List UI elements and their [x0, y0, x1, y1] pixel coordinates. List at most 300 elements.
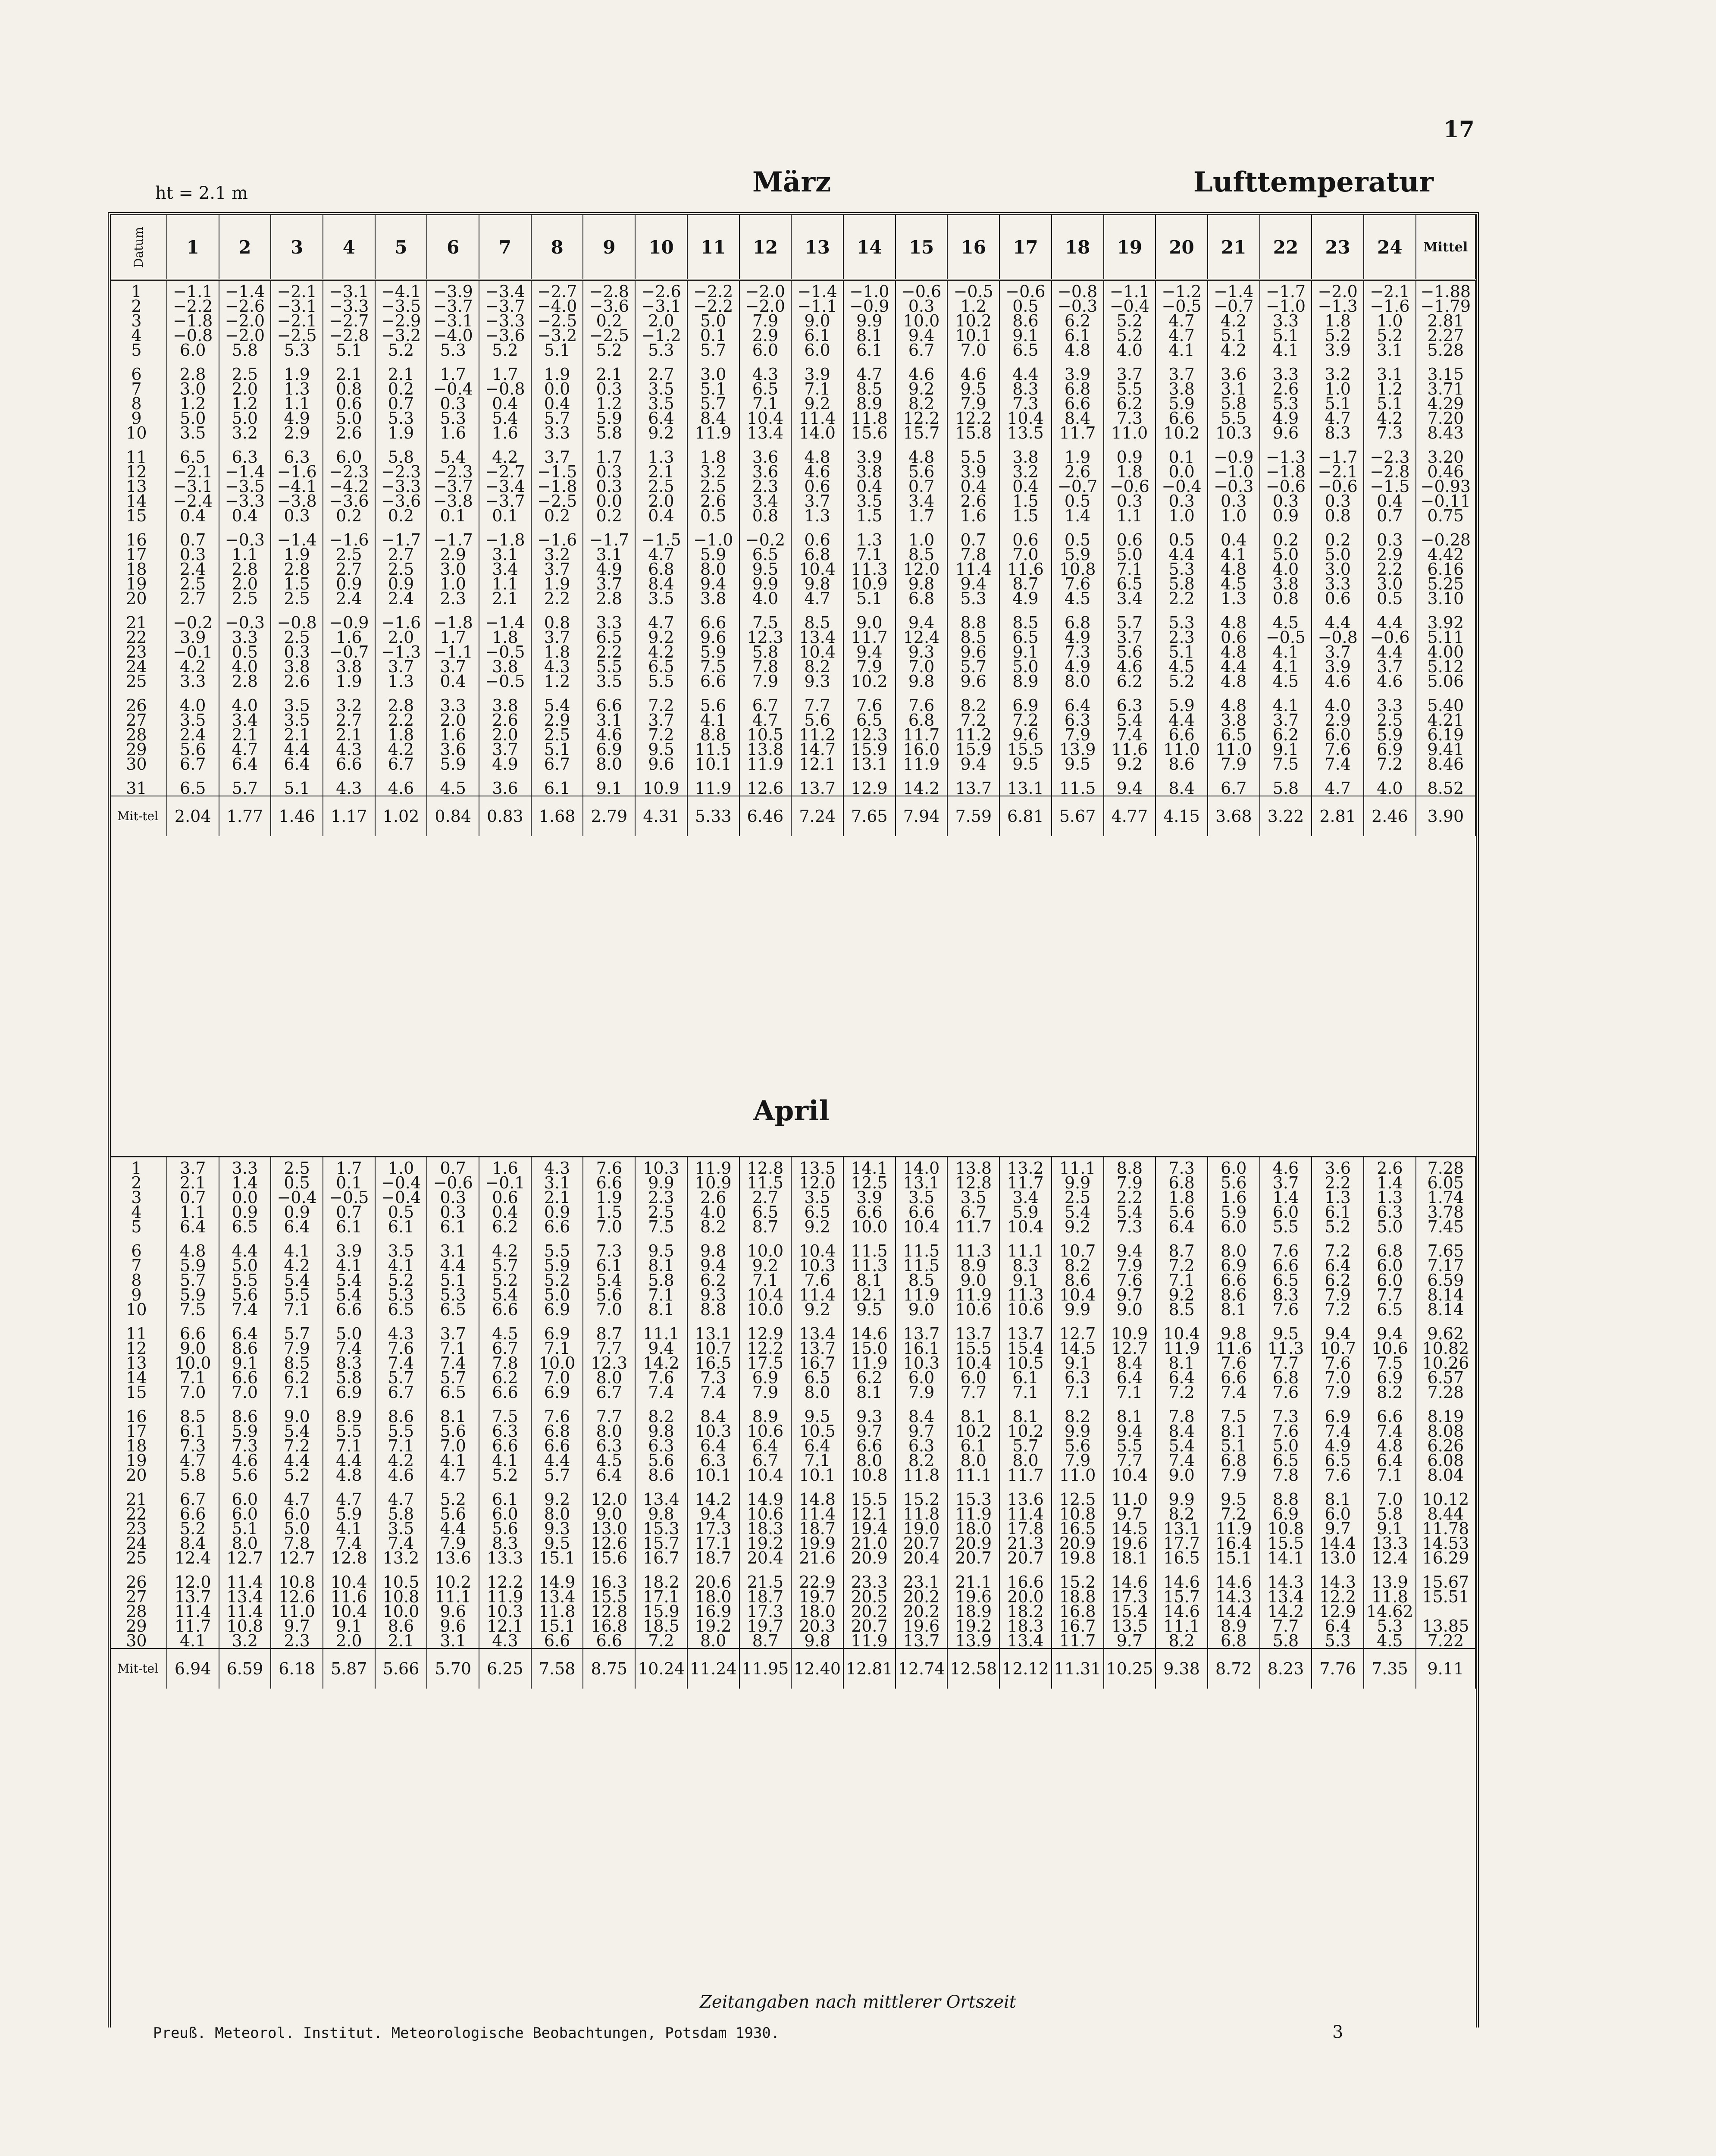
temp-cell: 13.3	[1364, 1536, 1416, 1551]
temp-cell: 0.4	[167, 508, 219, 523]
temp-cell: 1.7	[427, 367, 479, 382]
temp-cell: 18.3	[739, 1521, 792, 1536]
day-cell: 8	[111, 396, 167, 411]
temp-cell: 5.4	[583, 1273, 635, 1288]
temp-cell: 5.2	[479, 1468, 531, 1482]
temp-cell: 1.1	[271, 396, 323, 411]
temp-cell: 7.6	[1312, 742, 1364, 757]
temp-cell: 7.7	[1104, 1453, 1156, 1468]
temp-cell: 4.0	[167, 698, 219, 713]
temp-cell: 6.8	[1052, 615, 1104, 630]
temp-cell: 0.8	[1260, 591, 1312, 606]
mean-cell: 12.81	[843, 1648, 896, 1689]
temp-cell: 2.7	[323, 562, 375, 577]
temp-cell: 13.6	[427, 1551, 479, 1565]
daily-mean-cell: 2.81	[1416, 313, 1475, 328]
temp-cell: 8.1	[1104, 1409, 1156, 1424]
temp-cell: 6.0	[1260, 1205, 1312, 1219]
header-hour: 10	[635, 215, 687, 280]
temp-cell: 5.3	[427, 1288, 479, 1302]
temp-cell: 4.8	[1208, 615, 1260, 630]
temp-cell: 10.9	[635, 781, 687, 796]
temp-cell: 6.6	[843, 1205, 896, 1219]
temp-cell: 6.4	[1155, 1370, 1208, 1385]
spacer-cell	[687, 440, 739, 450]
temp-cell: 7.5	[1260, 757, 1312, 771]
temp-cell: 6.6	[531, 1219, 583, 1234]
header-hour: 9	[583, 215, 635, 280]
temp-cell: 14.7	[791, 742, 843, 757]
temp-cell: 18.0	[687, 1589, 739, 1604]
temp-cell: 11.1	[999, 1244, 1052, 1258]
daily-mean-cell: 7.17	[1416, 1258, 1475, 1273]
temp-cell: 4.6	[1312, 674, 1364, 689]
temp-cell: 11.5	[843, 1244, 896, 1258]
day-cell: 23	[111, 645, 167, 659]
temp-cell: 4.8	[1208, 645, 1260, 659]
temp-cell: 4.1	[1208, 547, 1260, 562]
mean-cell: 7.76	[1312, 1648, 1364, 1689]
temp-cell: 4.7	[1155, 313, 1208, 328]
temp-cell: 2.0	[375, 630, 427, 645]
daily-mean-cell: 8.43	[1416, 426, 1475, 440]
temp-cell: 8.5	[843, 382, 896, 396]
temp-cell: 6.7	[167, 1492, 219, 1507]
table-row	[111, 1492, 1475, 1507]
temp-cell: 7.6	[1260, 1424, 1312, 1438]
temp-cell: 8.0	[583, 1370, 635, 1385]
temp-cell: 2.7	[739, 1190, 792, 1205]
table-row	[111, 1468, 1475, 1482]
temp-cell: 7.3	[1104, 1219, 1156, 1234]
spacer-cell	[1416, 689, 1475, 698]
day-cell: 1	[111, 280, 167, 299]
temp-cell: 5.0	[323, 411, 375, 426]
temp-cell: 11.3	[843, 562, 896, 577]
temp-cell: −0.9	[1208, 450, 1260, 464]
temp-cell: 7.9	[739, 1385, 792, 1400]
temp-cell: 1.0	[1312, 382, 1364, 396]
temp-cell: 1.2	[947, 299, 999, 313]
temp-cell: 1.0	[1208, 508, 1260, 523]
temp-cell: 0.3	[1155, 494, 1208, 508]
temp-cell: 13.4	[1260, 1589, 1312, 1604]
spacer-cell	[111, 523, 167, 533]
spacer-cell	[1052, 523, 1104, 533]
temp-cell: 13.8	[947, 1157, 999, 1176]
temp-cell: 1.6	[1208, 1190, 1260, 1205]
spacer-cell	[791, 440, 843, 450]
spacer-cell	[531, 771, 583, 781]
temp-cell: 3.7	[167, 1157, 219, 1176]
temp-cell: 7.9	[947, 396, 999, 411]
temp-cell: 4.7	[635, 615, 687, 630]
temp-cell: 2.0	[635, 313, 687, 328]
spacer-cell	[427, 689, 479, 698]
temp-cell: 12.0	[167, 1575, 219, 1589]
temp-cell: 11.2	[791, 727, 843, 742]
temp-cell: −2.7	[323, 313, 375, 328]
temp-cell: 2.8	[219, 674, 271, 689]
spacer-cell	[111, 606, 167, 615]
temp-cell: 6.4	[1104, 1370, 1156, 1385]
temp-cell: 0.5	[1155, 533, 1208, 547]
temp-cell: 16.7	[1052, 1619, 1104, 1633]
temp-cell: 0.3	[1260, 494, 1312, 508]
temp-cell: 5.3	[375, 411, 427, 426]
temp-cell: 4.2	[479, 1244, 531, 1258]
temp-cell: 15.2	[1052, 1575, 1104, 1589]
temp-cell: 2.0	[323, 1633, 375, 1648]
temp-cell: 4.4	[427, 1521, 479, 1536]
temp-cell: 2.1	[479, 591, 531, 606]
header-hour: 15	[896, 215, 948, 280]
mean-cell: 3.68	[1208, 796, 1260, 836]
page-number: 17	[1443, 116, 1475, 143]
spacer-cell	[271, 1400, 323, 1409]
temp-cell: 12.2	[947, 411, 999, 426]
temp-cell: 1.6	[427, 426, 479, 440]
temp-cell: 9.7	[896, 1424, 948, 1438]
temp-cell: 8.2	[947, 698, 999, 713]
temp-cell: 5.6	[219, 1468, 271, 1482]
temp-cell: 9.4	[687, 1507, 739, 1521]
temp-cell: 10.4	[947, 1356, 999, 1370]
table-row	[111, 1370, 1475, 1385]
temp-cell: 7.0	[167, 1385, 219, 1400]
temp-cell: −2.1	[1364, 280, 1416, 299]
temp-cell: 9.7	[1104, 1633, 1156, 1648]
temp-cell: 10.4	[1052, 1288, 1104, 1302]
temp-cell: 6.6	[479, 1438, 531, 1453]
temp-cell: 4.7	[843, 367, 896, 382]
temp-cell: 1.3	[843, 533, 896, 547]
temp-cell: 14.6	[1155, 1604, 1208, 1619]
mean-cell: 9.38	[1155, 1648, 1208, 1689]
temp-cell: 7.4	[427, 1356, 479, 1370]
temp-cell: −0.5	[479, 674, 531, 689]
temp-cell: −4.1	[271, 479, 323, 494]
temp-cell: 2.7	[323, 713, 375, 727]
temp-cell: 1.5	[999, 494, 1052, 508]
temp-cell: 11.3	[843, 1258, 896, 1273]
mean-cell: 5.66	[375, 1648, 427, 1689]
temp-cell: 14.6	[1155, 1575, 1208, 1589]
spacer-cell	[531, 606, 583, 615]
temp-cell: 16.3	[583, 1575, 635, 1589]
temp-cell: −3.3	[323, 299, 375, 313]
spacer-cell	[687, 1317, 739, 1326]
temp-cell: 0.5	[271, 1175, 323, 1190]
temp-cell: 11.3	[999, 1288, 1052, 1302]
temp-cell: 12.1	[843, 1507, 896, 1521]
mean-cell: 6.81	[999, 796, 1052, 836]
temp-cell: 2.4	[167, 562, 219, 577]
temp-cell: 9.0	[1155, 1468, 1208, 1482]
table-row	[111, 645, 1475, 659]
temp-cell: −2.3	[427, 464, 479, 479]
header-hour: 24	[1364, 215, 1416, 280]
group-spacer	[111, 1400, 1475, 1409]
temp-cell: 18.9	[947, 1604, 999, 1619]
temp-cell: 1.1	[219, 547, 271, 562]
daily-mean-cell: 3.78	[1416, 1205, 1475, 1219]
temp-cell: 10.7	[1052, 1244, 1104, 1258]
spacer-cell	[1416, 440, 1475, 450]
spacer-cell	[635, 689, 687, 698]
group-spacer	[111, 1317, 1475, 1326]
temp-cell: 16.5	[1155, 1551, 1208, 1565]
temp-cell: 3.1	[1208, 382, 1260, 396]
temp-cell: 3.6	[479, 781, 531, 796]
temp-cell: 10.0	[843, 1219, 896, 1234]
day-cell: 18	[111, 1438, 167, 1453]
temp-cell: 6.3	[1052, 713, 1104, 727]
spacer-cell	[635, 440, 687, 450]
temp-cell: 8.0	[687, 562, 739, 577]
temp-cell: −2.5	[531, 494, 583, 508]
temp-cell: 4.1	[479, 1453, 531, 1468]
spacer-cell	[1104, 357, 1156, 367]
spacer-cell	[167, 1234, 219, 1244]
temp-cell: 5.7	[219, 781, 271, 796]
temp-cell: 5.3	[947, 591, 999, 606]
temp-cell: 9.9	[739, 577, 792, 591]
spacer-cell	[687, 689, 739, 698]
temp-cell: 16.7	[635, 1551, 687, 1565]
header-hour: 8	[531, 215, 583, 280]
temp-cell: 7.4	[219, 1302, 271, 1317]
temp-cell: 0.3	[583, 382, 635, 396]
temp-cell: 9.2	[896, 382, 948, 396]
temp-cell: 6.0	[896, 1370, 948, 1385]
spacer-cell	[479, 606, 531, 615]
temp-cell: 16.1	[896, 1341, 948, 1356]
day-cell: 20	[111, 591, 167, 606]
temp-cell: 4.1	[1260, 659, 1312, 674]
temp-cell: 4.1	[323, 1521, 375, 1536]
spacer-cell	[427, 440, 479, 450]
temp-cell: 20.7	[947, 1551, 999, 1565]
temp-cell: 1.0	[375, 1157, 427, 1176]
temp-cell: 9.6	[635, 757, 687, 771]
mean-cell: 12.74	[896, 1648, 948, 1689]
temp-cell: 6.1	[1052, 328, 1104, 343]
temp-cell: 10.5	[999, 1356, 1052, 1370]
temp-cell: 7.8	[271, 1536, 323, 1551]
temp-cell: 6.6	[843, 1438, 896, 1453]
temp-cell: 3.0	[427, 562, 479, 577]
temp-cell: 6.7	[1208, 781, 1260, 796]
temp-cell: 4.9	[1312, 1438, 1364, 1453]
temp-cell: 5.3	[635, 343, 687, 357]
temp-cell: 8.1	[843, 1385, 896, 1400]
spacer-cell	[323, 523, 375, 533]
temp-cell: 8.3	[1260, 1288, 1312, 1302]
temp-cell: 5.4	[479, 1288, 531, 1302]
temp-cell: 5.9	[1208, 1205, 1260, 1219]
table-row	[111, 1589, 1475, 1604]
temp-cell: 6.3	[271, 450, 323, 464]
spacer-cell	[635, 1317, 687, 1326]
spacer-cell	[1260, 689, 1312, 698]
temp-cell: 5.0	[1260, 547, 1312, 562]
temp-cell: 3.7	[531, 630, 583, 645]
temp-cell: 13.7	[947, 781, 999, 796]
temp-cell: 11.0	[1104, 426, 1156, 440]
temp-cell: 8.9	[1208, 1619, 1260, 1633]
temp-cell: 7.4	[1104, 727, 1156, 742]
temp-cell: 6.0	[271, 1507, 323, 1521]
temp-cell: 5.6	[1104, 645, 1156, 659]
temp-cell: 4.4	[1364, 645, 1416, 659]
temp-cell: −0.9	[323, 615, 375, 630]
table-row	[111, 630, 1475, 645]
temp-cell: 18.8	[1052, 1589, 1104, 1604]
temp-cell: 6.4	[271, 757, 323, 771]
header-datum	[111, 215, 167, 280]
temp-cell: 6.8	[791, 547, 843, 562]
spacer-cell	[1260, 1400, 1312, 1409]
temp-cell: 2.2	[1312, 1175, 1364, 1190]
temp-cell: 7.4	[1155, 1453, 1208, 1468]
temp-cell: 9.6	[947, 645, 999, 659]
temp-cell: 8.5	[999, 615, 1052, 630]
temp-cell: 11.7	[999, 1175, 1052, 1190]
spacer-cell	[167, 689, 219, 698]
temp-cell: 11.9	[739, 757, 792, 771]
temp-cell: 10.4	[791, 645, 843, 659]
spacer-cell	[896, 1317, 948, 1326]
temp-cell: 5.8	[323, 1370, 375, 1385]
temp-cell: 1.0	[1155, 508, 1208, 523]
temp-cell: 10.3	[896, 1356, 948, 1370]
temp-cell: 4.1	[375, 1258, 427, 1273]
table-row	[111, 533, 1475, 547]
temp-cell: 1.9	[1052, 450, 1104, 464]
temp-cell: 4.4	[1155, 713, 1208, 727]
temp-cell: 5.9	[1052, 547, 1104, 562]
temp-cell: 5.8	[583, 426, 635, 440]
temp-cell: 6.4	[1364, 1453, 1416, 1468]
temp-cell: −3.3	[375, 479, 427, 494]
temp-cell: 7.6	[1312, 1468, 1364, 1482]
day-cell: 13	[111, 1356, 167, 1370]
temp-cell: 11.9	[1208, 1521, 1260, 1536]
mean-row	[111, 796, 1475, 836]
temp-cell: 0.4	[479, 396, 531, 411]
temp-cell: 3.3	[583, 615, 635, 630]
temp-cell: 6.3	[479, 1424, 531, 1438]
temp-cell: 5.0	[323, 1326, 375, 1341]
temp-cell: 6.6	[531, 1438, 583, 1453]
temp-cell: 3.5	[896, 1190, 948, 1205]
temp-cell: 6.6	[687, 615, 739, 630]
temp-cell: 7.2	[1312, 1244, 1364, 1258]
spacer-cell	[1104, 523, 1156, 533]
temp-cell: 0.4	[1208, 533, 1260, 547]
temp-cell: −2.6	[635, 280, 687, 299]
day-cell: 17	[111, 547, 167, 562]
spacer-cell	[896, 1565, 948, 1575]
spacer-cell	[687, 606, 739, 615]
temp-cell: 5.6	[1155, 1205, 1208, 1219]
day-cell: 19	[111, 577, 167, 591]
temp-cell: −3.5	[375, 299, 427, 313]
temp-cell: −1.8	[167, 313, 219, 328]
temp-cell: 5.9	[167, 1288, 219, 1302]
temp-cell: 3.9	[791, 367, 843, 382]
temp-cell: 8.5	[896, 1273, 948, 1288]
temp-cell: 11.7	[999, 1468, 1052, 1482]
spacer-cell	[375, 689, 427, 698]
temp-cell: 5.0	[219, 1258, 271, 1273]
spacer-cell	[531, 1400, 583, 1409]
temp-cell: 18.7	[791, 1521, 843, 1536]
temp-cell: 2.1	[375, 367, 427, 382]
temp-cell: 14.8	[791, 1492, 843, 1507]
temp-cell: −0.5	[1155, 299, 1208, 313]
temp-cell: 6.2	[1052, 313, 1104, 328]
temp-cell: 5.5	[583, 659, 635, 674]
temp-cell: 10.8	[1260, 1521, 1312, 1536]
temp-cell: 7.9	[1312, 1288, 1364, 1302]
temp-cell: 7.2	[1155, 1385, 1208, 1400]
mean-cell: 2.46	[1364, 796, 1416, 836]
temp-cell: 8.1	[1312, 1492, 1364, 1507]
temp-cell: 3.4	[896, 494, 948, 508]
temp-cell: 8.3	[999, 382, 1052, 396]
header-hour: 17	[999, 215, 1052, 280]
temp-cell: 14.9	[531, 1575, 583, 1589]
temp-cell: 18.7	[687, 1551, 739, 1565]
temp-cell: −3.3	[479, 313, 531, 328]
temp-cell: 7.6	[1208, 1356, 1260, 1370]
header-hour: 14	[843, 215, 896, 280]
temp-cell: 4.2	[167, 659, 219, 674]
temp-cell: 1.0	[1364, 313, 1416, 328]
temp-cell: 7.9	[271, 1341, 323, 1356]
spacer-cell	[791, 1317, 843, 1326]
mean-cell: 6.59	[219, 1648, 271, 1689]
temp-cell: 20.2	[896, 1589, 948, 1604]
temp-cell: 9.2	[635, 426, 687, 440]
temp-cell: 9.4	[896, 328, 948, 343]
temp-cell: 3.0	[687, 367, 739, 382]
temp-cell: 12.0	[791, 1175, 843, 1190]
temp-cell: 10.2	[843, 674, 896, 689]
temp-cell: 7.6	[635, 1370, 687, 1385]
temp-cell: 19.8	[1052, 1551, 1104, 1565]
temp-cell: 12.2	[1312, 1589, 1364, 1604]
temp-cell: 4.7	[427, 1468, 479, 1482]
temp-cell: 6.6	[583, 698, 635, 713]
temp-cell: −1.7	[583, 533, 635, 547]
temp-cell: 6.5	[739, 1205, 792, 1219]
temp-cell: 9.3	[531, 1521, 583, 1536]
temp-cell: 3.1	[583, 547, 635, 562]
temp-cell: 6.1	[999, 1370, 1052, 1385]
temp-cell: 5.8	[739, 645, 792, 659]
temp-cell: 6.0	[219, 1492, 271, 1507]
temp-cell: 0.7	[375, 396, 427, 411]
spacer-cell	[947, 689, 999, 698]
spacer-cell	[999, 1400, 1052, 1409]
temp-cell: 7.3	[1260, 1409, 1312, 1424]
temp-cell: 8.0	[583, 757, 635, 771]
temp-cell: 13.1	[1155, 1521, 1208, 1536]
temp-cell: 7.3	[1155, 1157, 1208, 1176]
